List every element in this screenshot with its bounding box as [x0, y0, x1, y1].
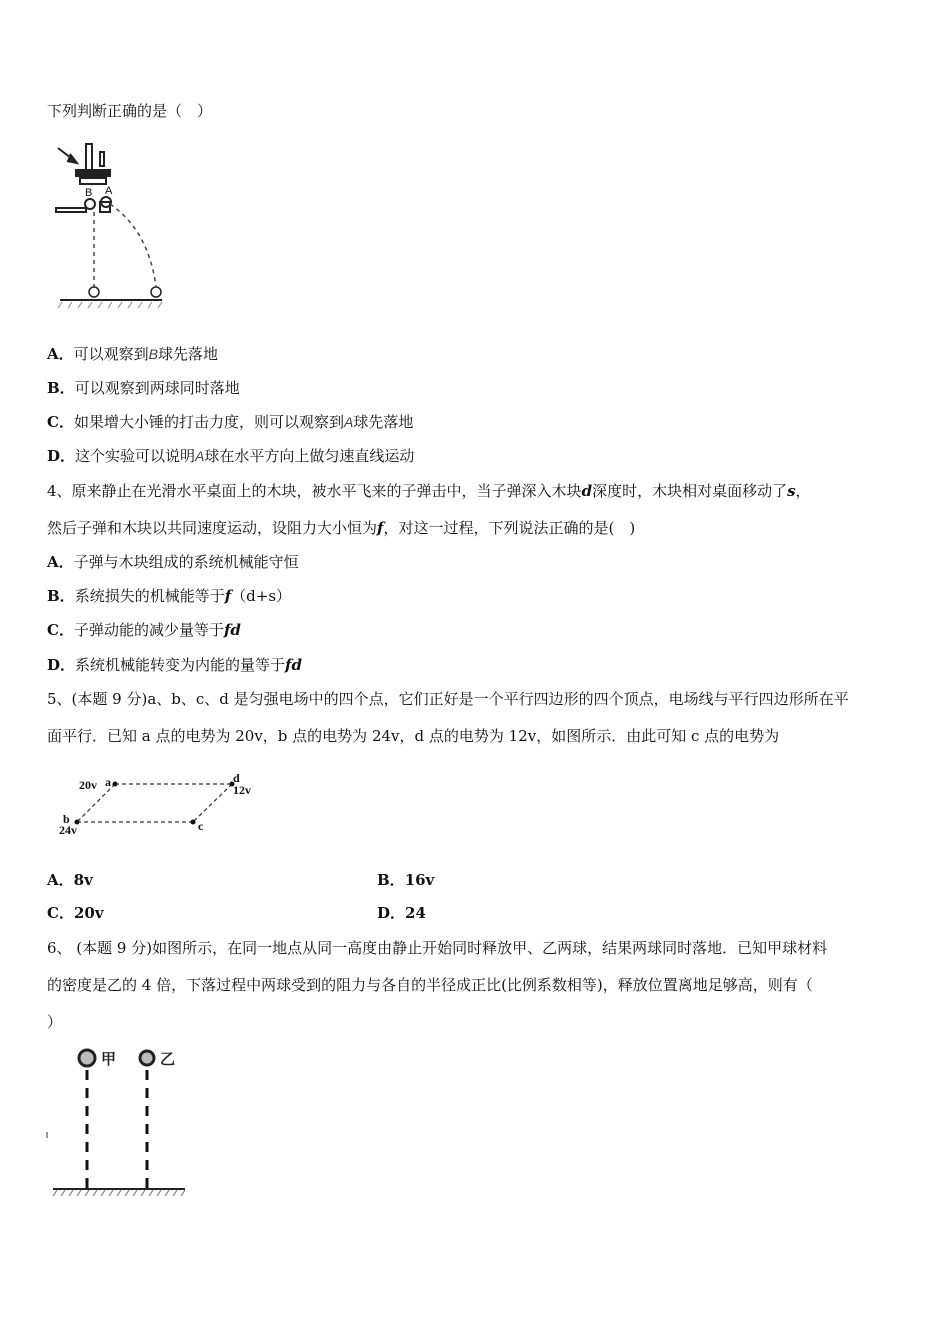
- q5-stem-line2: 面平行．已知 a 点的电势为 20v，b 点的电势为 24v，d 点的电势为 12v，如图所示．由此可知 c 点的电势为: [47, 727, 780, 745]
- label-ball-b: B: [85, 187, 93, 199]
- intro-text: 下列判断正确的是（ ）: [47, 102, 213, 120]
- parallelogram-figure: [55, 770, 275, 840]
- q5-option-a: A．8v: [47, 871, 93, 889]
- projectile-apparatus-figure: [50, 140, 180, 310]
- label-point-d: d: [233, 771, 240, 785]
- q6-stem-line2: 的密度是乙的 4 倍，下落过程中两球受到的阻力与各自的半径成正比(比例系数相等)，释放位置离地足够高，则有（: [47, 976, 813, 994]
- q6-stem-line1: 6、 (本题 9 分)如图所示，在同一地点从同一高度由静止开始同时释放甲、乙两球，结果两球同时落地．已知甲球材料: [47, 939, 828, 957]
- label-ball-jia: 甲: [101, 1050, 117, 1068]
- q5-stem-line1: 5、(本题 9 分)a、b、c、d 是匀强电场中的四个点，它们正好是一个平行四边形的四个顶点，电场线与平行四边形所在平: [47, 690, 849, 708]
- label-point-b: b: [63, 812, 70, 826]
- label-ball-a: A: [105, 185, 113, 197]
- q3-option-a: A．可以观察到B球先落地: [47, 345, 219, 363]
- label-b-potential: 24v: [59, 823, 77, 837]
- label-d-potential: 12v: [233, 783, 251, 797]
- q3-option-b: B．可以观察到两球同时落地: [47, 379, 240, 397]
- q5-option-d: D．24: [377, 904, 426, 922]
- q4-option-d: D．系统机械能转变为内能的量等于fd: [47, 656, 302, 674]
- q4-option-a: A．子弹与木块组成的系统机械能守恒: [47, 553, 299, 571]
- label-ball-yi: 乙: [160, 1050, 176, 1068]
- q4-stem-line2: 然后子弹和木块以共同速度运动，设阻力大小恒为f，对这一过程，下列说法正确的是( ): [47, 519, 636, 537]
- q5-option-b: B．16v: [377, 871, 435, 889]
- q4-stem-line1: 4、原来静止在光滑水平桌面上的木块，被水平飞来的子弹击中，当子弹深入木块d深度时，木块相对桌面移动了s，: [47, 482, 811, 500]
- label-point-a: a: [105, 775, 111, 789]
- label-a-potential: 20v: [79, 778, 97, 792]
- q4-option-c: C．子弹动能的减少量等于fd: [47, 621, 241, 639]
- q5-option-c: C．20v: [47, 904, 104, 922]
- falling-balls-figure: [45, 1040, 195, 1200]
- label-point-c: c: [198, 819, 204, 833]
- q4-option-b: B．系统损失的机械能等于f（d+s）: [47, 587, 292, 605]
- q3-option-d: D．这个实验可以说明A球在水平方向上做匀速直线运动: [47, 447, 415, 465]
- q3-option-c: C．如果增大小锤的打击力度，则可以观察到A球先落地: [47, 413, 414, 431]
- q6-stem-line3: ）: [47, 1013, 63, 1031]
